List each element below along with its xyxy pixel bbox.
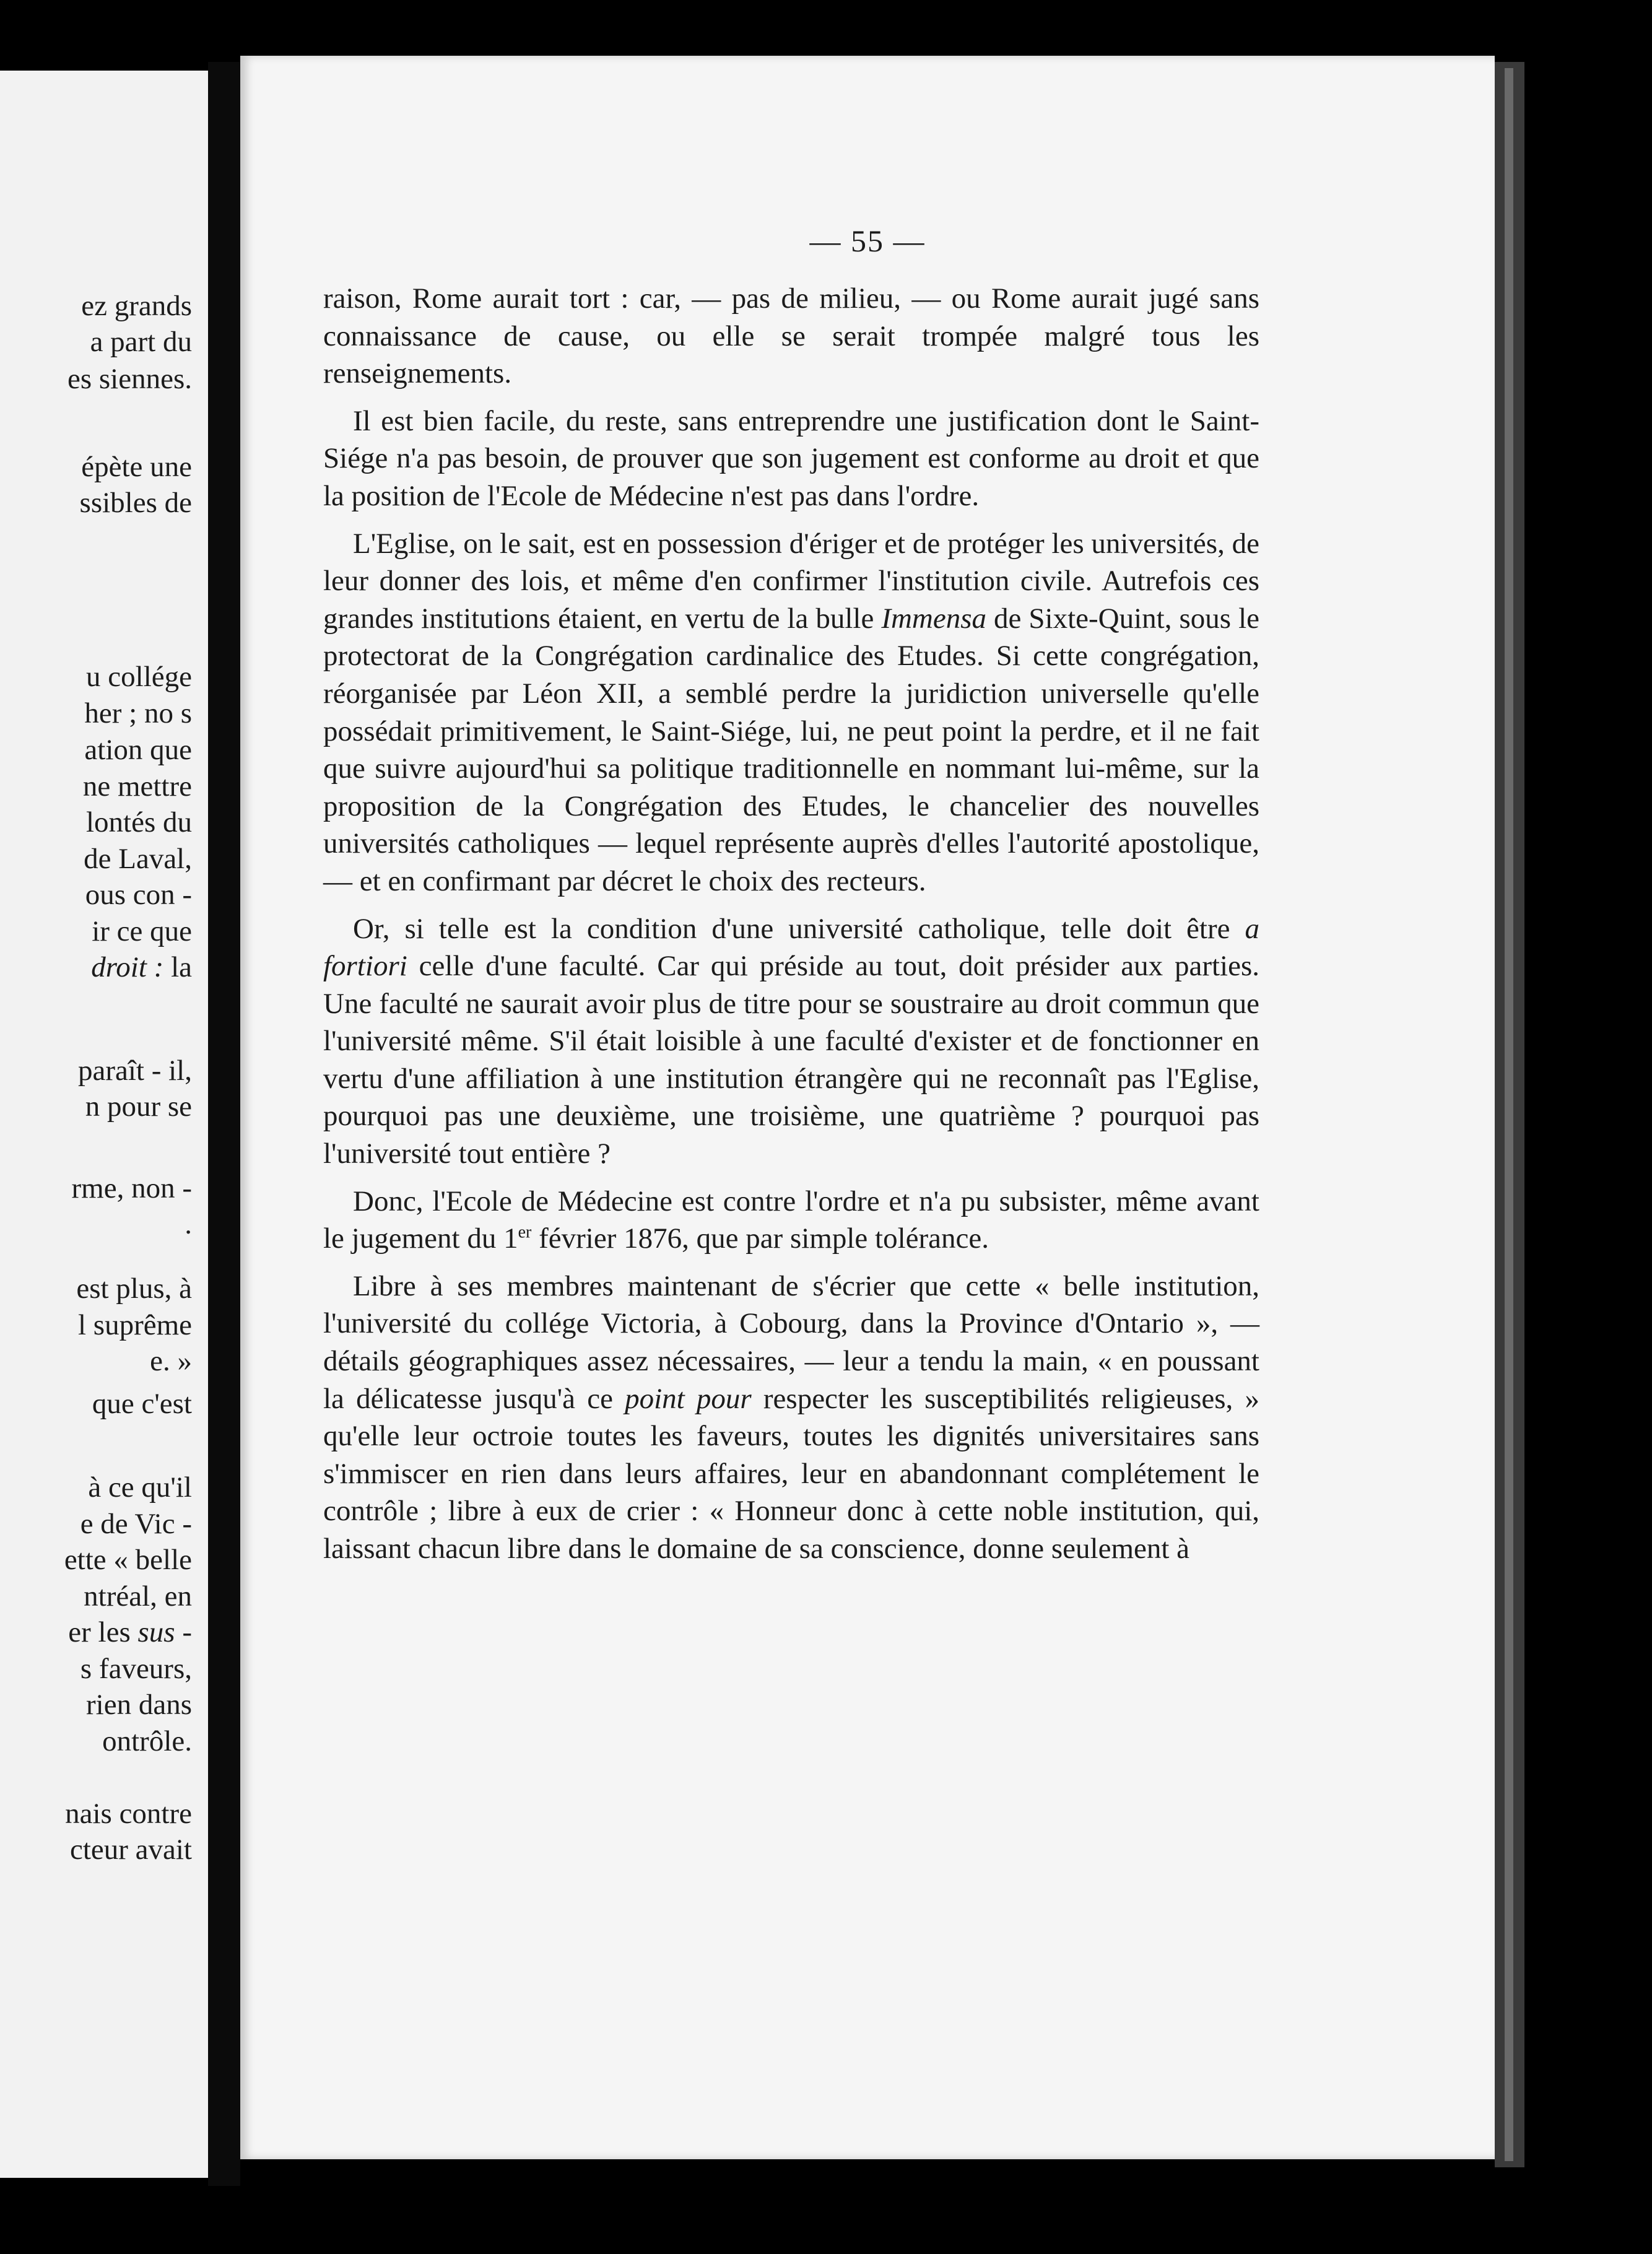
left-page-line: [102, 1723, 192, 1760]
left-page-line: [76, 1270, 192, 1307]
paragraph-text: de Sixte-Quint, sous le protectorat de la Congrégation cardinalice des Etudes. Si cette congrégation, réorganisée par Léon XII, a semblé perdre la juridiction universelle qu'elle possédait primitivement, le Saint-Siége, lui, ne peut point la perdre, et il ne fait que suivre aujourd'hui sa politique traditionnelle en nommant lui-même, sur la proposition de la Congrégation des Etudes, le chancelier des nouvelles universités catholiques — lequel représente auprès d'elles l'autorité apostolique, — et en confirmant par décret le choix des recteurs.: [323, 602, 1259, 897]
paragraph-p3: [323, 525, 1259, 900]
left-page-line-text: e de Vic -: [80, 1508, 192, 1540]
left-page-line: [150, 1342, 192, 1380]
left-page-line-text: rme, non -: [71, 1172, 192, 1204]
left-page-line: [88, 1469, 192, 1506]
left-page-line-suffix: la: [163, 951, 192, 983]
paragraph-text: Immensa: [881, 602, 987, 635]
left-page-line-text: nais contre: [65, 1798, 192, 1830]
left-page-line: [65, 1795, 192, 1832]
left-page-line: [84, 840, 192, 877]
left-page-line: [84, 1578, 192, 1615]
left-page-line-text: ne mettre: [82, 770, 192, 803]
left-page-line: [84, 731, 192, 768]
left-page-line: [85, 876, 192, 913]
left-page-line-text: ir ce que: [92, 915, 192, 947]
left-page-line: [84, 695, 192, 732]
left-page-line-text: e. »: [150, 1345, 192, 1377]
paragraph-text: point pour: [625, 1382, 752, 1415]
left-page-line: [86, 1686, 192, 1723]
paragraph-p6: [323, 1268, 1259, 1568]
left-page-line-text: droit :: [91, 951, 164, 983]
left-page-line: [78, 1307, 192, 1344]
left-page-line-italic: sus -: [137, 1616, 192, 1648]
paragraph-text: Libre à ses membres maintenant de s'écrier que cette « belle institution, l'université du collége Victoria, à Cobourg, dans la Province d'Ontario », — détails géographiques assez nécessaires, — leur a tendu la main, « en poussant la délicatesse jusqu'à ce: [323, 1269, 1259, 1415]
left-page-line-text: her ; no s: [84, 697, 192, 729]
left-page-line-text: er les: [68, 1616, 138, 1648]
left-page-line: [90, 323, 192, 360]
left-page-line: [86, 658, 192, 695]
paragraph-text: Donc, l'Ecole de Médecine est contre l'ordre et n'a pu subsister, même avant le jugement du 1: [323, 1185, 1259, 1255]
left-page-line-text: cteur avait: [69, 1834, 192, 1866]
left-page-line: [91, 949, 192, 986]
left-page-line: [72, 1170, 192, 1207]
right-page: [240, 56, 1495, 2159]
left-page-line-text: ette « belle: [64, 1544, 192, 1576]
paragraph-text: respecter les susceptibilités religieuses, » qu'elle leur octroie toutes les faveurs, toutes les dignités universitaires sans s'immiscer en rien dans leurs affaires, leur en abandonnant complétement le contrôle ; libre à eux de crier : « Honneur donc à cette noble institution, qui, laissant chacun libre dans le domaine de sa conscience, donne seulement à: [323, 1382, 1259, 1565]
left-page-line-text: .: [185, 1208, 192, 1240]
paragraph-text: Or, si telle est la condition d'une université catholique, telle doit être: [353, 912, 1245, 945]
paragraph-text: a fortiori: [323, 912, 1259, 983]
left-page-line: [81, 448, 192, 485]
left-page-line-text: ntréal, en: [84, 1580, 192, 1612]
paragraph-text: er: [518, 1222, 532, 1242]
paragraph-p4: [323, 910, 1259, 1173]
left-page-line-text: ation que: [84, 734, 192, 766]
paragraph-text: celle d'une faculté. Car qui préside au tout, doit présider aux parties. Une faculté ne saurait avoir plus de titre pour se soustraire au droit commun que l'université même. S'il était loisible à une faculté d'exister et de fonctionner en vertu d'une affiliation à une institution étrangère qui ne reconnaît pas l'Eglise, pourquoi pas une deuxième, une troisième, une quatrième ? pourquoi pas l'université tout entière ?: [323, 950, 1259, 1170]
paragraph-p1: [323, 280, 1259, 393]
left-page-line: [64, 1541, 192, 1578]
left-page-line: [185, 1206, 192, 1243]
left-page-line: [92, 913, 192, 950]
left-page-line: [68, 1614, 192, 1651]
left-page-line: [70, 1831, 192, 1868]
left-page-line: [83, 768, 192, 805]
left-page-line: [78, 1052, 192, 1089]
left-page-line-text: ssibles de: [79, 487, 192, 519]
body-text: [323, 280, 1259, 1568]
paragraph-p2: [323, 402, 1259, 515]
left-page-line: [80, 484, 192, 521]
paragraph-text: Il est bien facile, du reste, sans entreprendre une justification dont le Saint-Siége n'a pas besoin, de prouver que son jugement est conforme au droit et que la position de l'Ecole de Médecine n'est pas dans l'ordre.: [323, 404, 1259, 512]
left-page-line-text: lontés du: [85, 806, 192, 838]
left-page-line: [67, 360, 192, 398]
left-page-line-text: que c'est: [92, 1388, 192, 1420]
left-page-line-text: paraît - il,: [77, 1055, 192, 1087]
left-page-line-text: s faveurs,: [80, 1653, 192, 1685]
left-page: [0, 71, 208, 2178]
paragraph-p5: [323, 1183, 1259, 1258]
left-page-line: [81, 287, 192, 324]
left-page-line: [80, 1650, 192, 1687]
left-page-line-text: ous con -: [85, 879, 192, 911]
left-page-line-text: u collége: [86, 661, 192, 693]
left-page-line-text: ez grands: [81, 290, 192, 322]
paragraph-text: L'Eglise, on le sait, est en possession d'ériger et de protéger les universités, de leur donner des lois, et même d'en confirmer l'institution civile. Autrefois ces grandes institutions étaient, en vertu de la bulle: [323, 527, 1259, 635]
paragraph-text: raison, Rome aurait tort : car, — pas de milieu, — ou Rome aurait jugé sans connaissance de cause, ou elle se serait trompée malgré tous les renseignements.: [323, 282, 1259, 390]
left-page-line-text: a part du: [90, 326, 192, 358]
left-page-line-text: n pour se: [85, 1090, 192, 1123]
left-page-line-text: rien dans: [86, 1689, 192, 1721]
left-page-line: [85, 1088, 192, 1125]
left-page-line-text: est plus, à: [76, 1273, 192, 1305]
left-page-line: [80, 1505, 192, 1543]
left-page-line-text: es siennes.: [67, 363, 192, 395]
left-page-line-text: épète une: [81, 451, 192, 483]
left-page-line-text: l suprême: [77, 1309, 192, 1341]
left-page-line: [92, 1385, 192, 1422]
left-page-line-text: de Laval,: [84, 843, 192, 875]
left-page-line-text: à ce qu'il: [88, 1471, 192, 1503]
left-page-line: [86, 804, 192, 841]
page-number: — 55 —: [809, 224, 926, 258]
paragraph-text: février 1876, que par simple tolérance.: [531, 1222, 989, 1255]
left-page-line-text: ontrôle.: [102, 1725, 192, 1757]
